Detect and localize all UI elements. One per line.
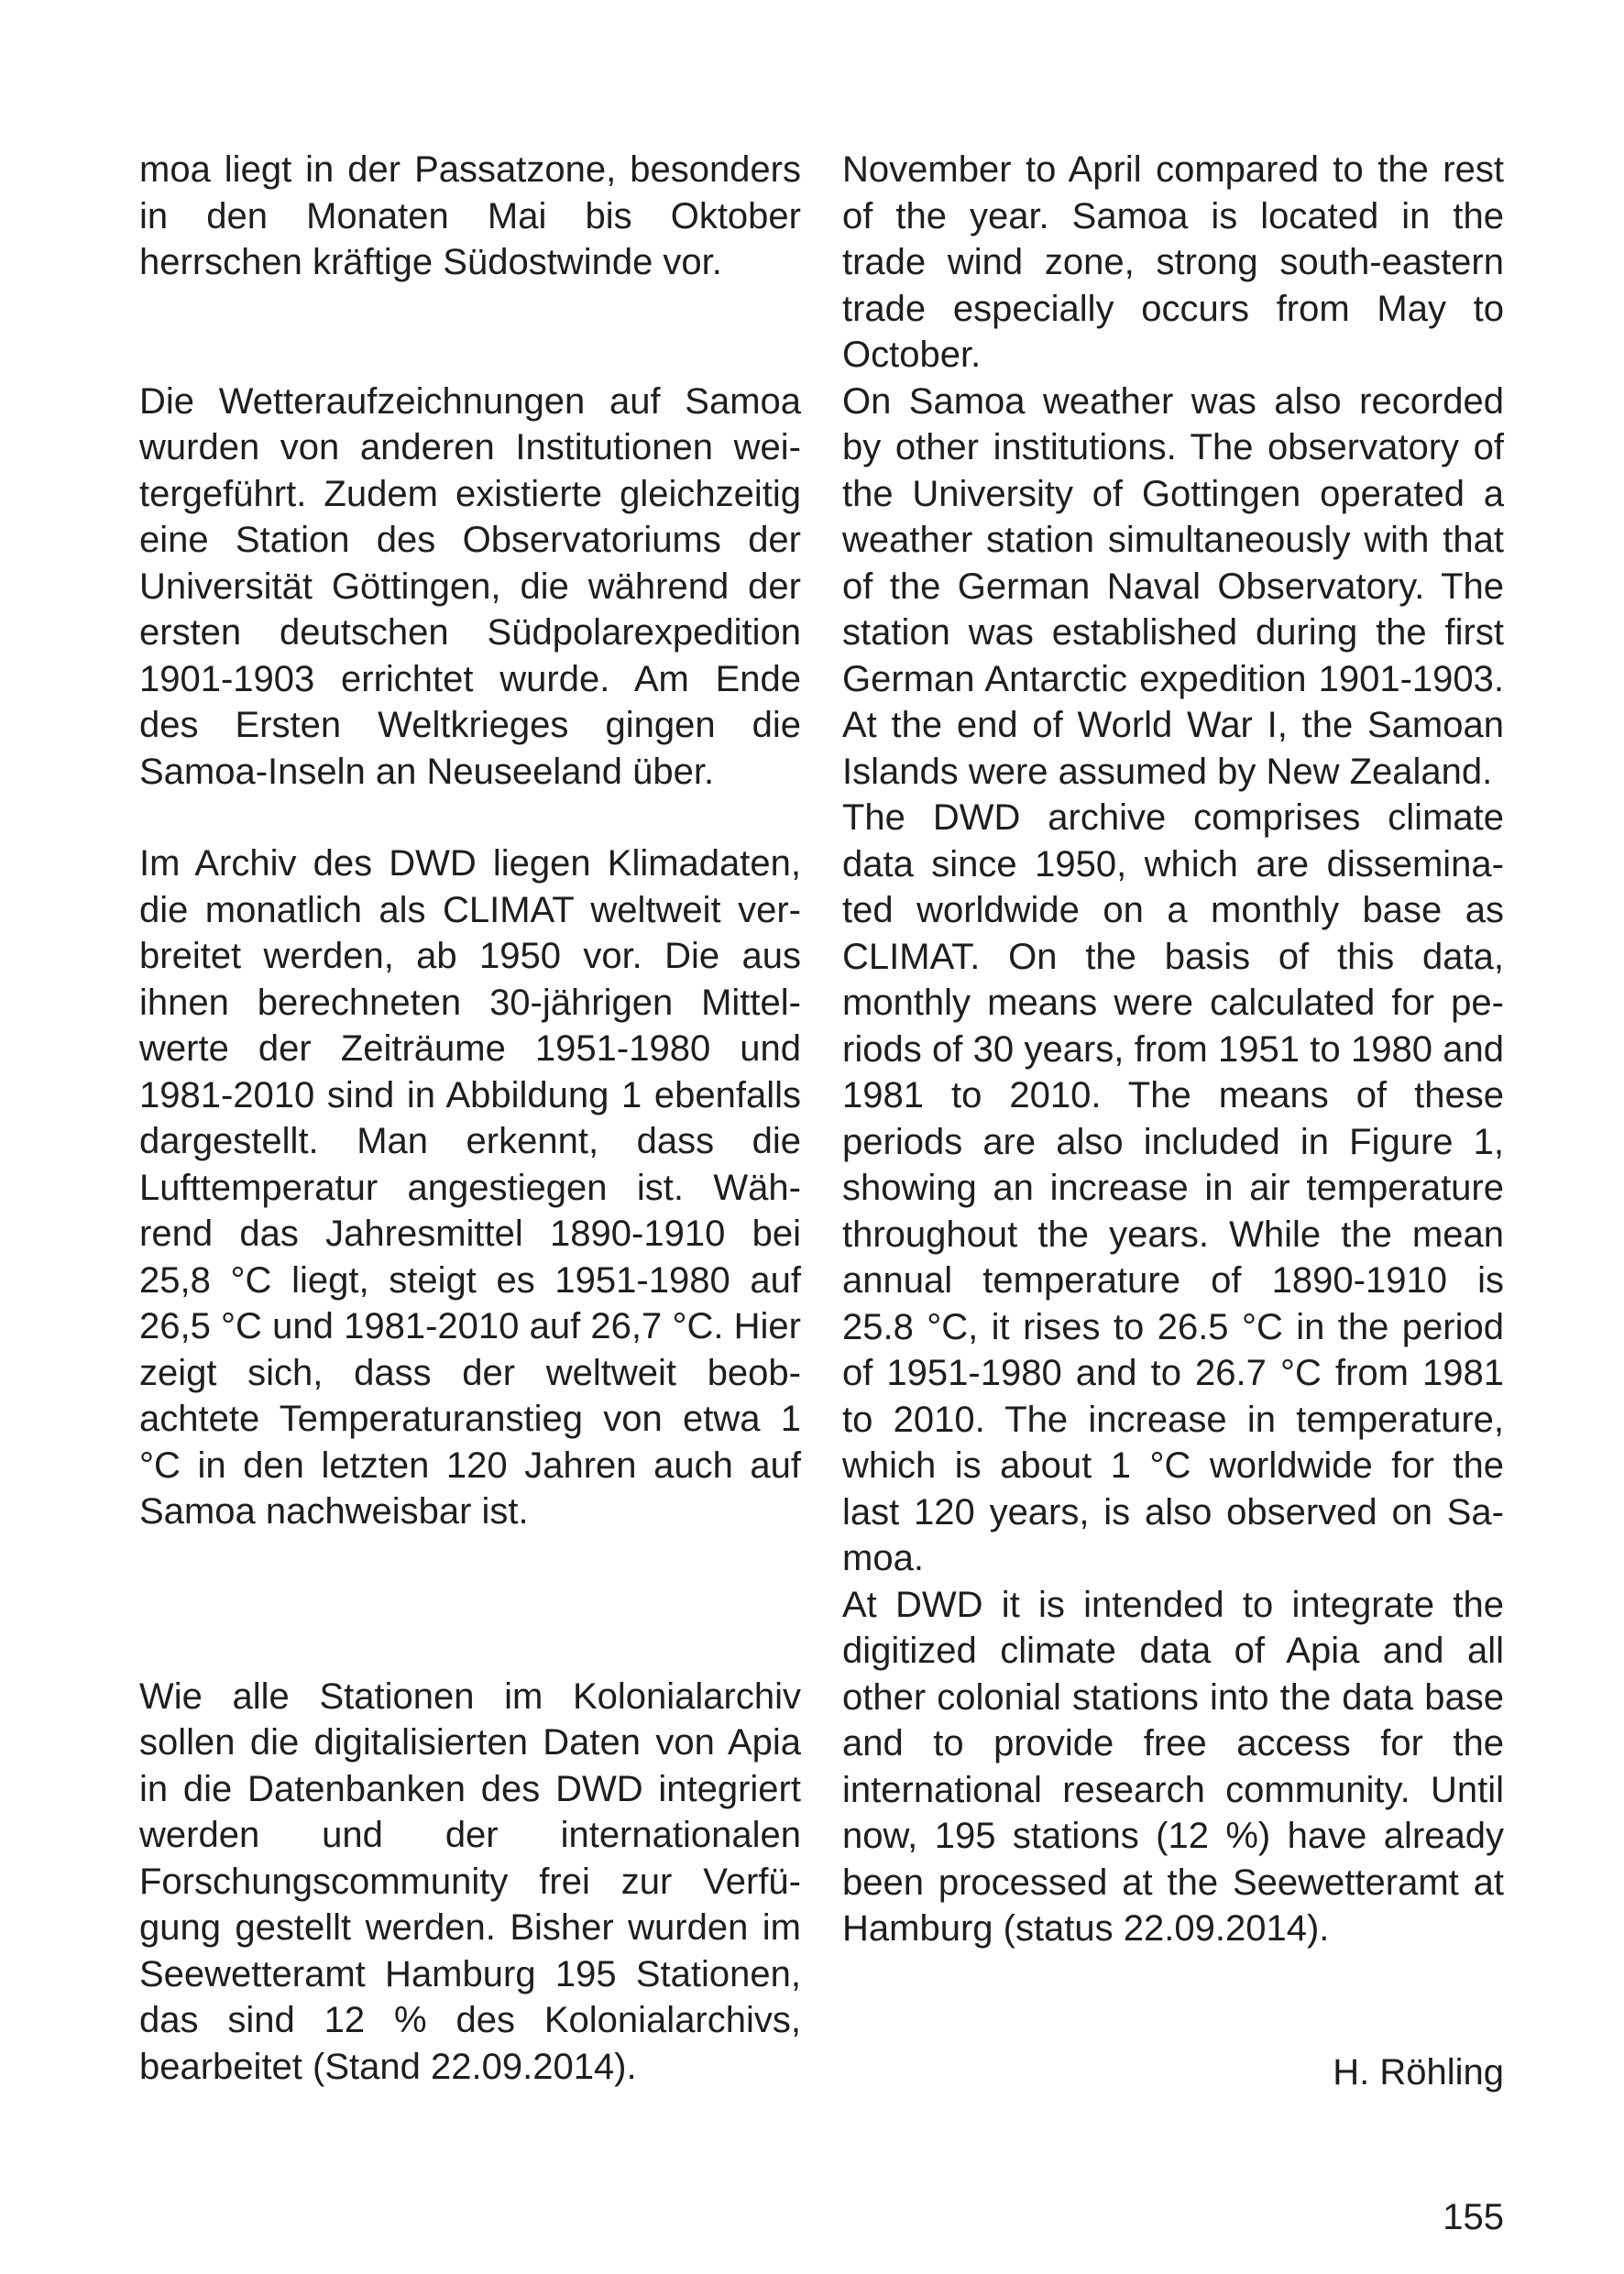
german-paragraph-3: Im Archiv des DWD liegen Klimadaten, die monatlich als CLIMAT weltweit verbreitet werden, ab 1950 vor. Die aus ihnen berechneten 30-jährigen Mittelwerte der Zeiträume 1951-1980 und 1981-2010 sind in Abbildung 1 ebenfalls dargestellt. Man erkennt, dass die Lufttemperatur angestiegen ist. Während das Jahresmittel 1890-1910 bei 25,8 °C liegt, steigt es 1951-1980 auf 26,5 °C und 1981-2010 auf 26,7 °C. Hier zeigt sich, dass der weltweit beobachtete Temperaturanstieg von etwa 1 °C in den letzten 120 Jahren auch auf Samoa nachweisbar ist. [139,843,801,1532]
paragraph-spacer [139,795,801,840]
english-text-column [842,147,1504,1952]
author-signature: H. Röhling [1333,2052,1504,2093]
page-number: 155 [1443,2197,1504,2237]
german-paragraph-2: Die Wetteraufzeichnungen auf Samoa wurden von anderen Institutionen weitergeführt. Zudem existierte gleichzeitig eine Station des Observatoriums der Universität Göttingen, die während der ersten deutschen Südpolarexpedition 1901-1903 errichtet wurde. Am Ende des Ersten Weltkrieges gingen die Samoa-Inseln an Neuseeland über. [139,380,801,792]
english-paragraph-2: On Samoa weather was also recorded by other institutions. The observatory of the University of Gottingen operated a weather station simultaneously with that of the German Naval Observatory. The station was established during the first German Antarctic expedition 1901-1903. At the end of World War I, the Samoan Islands were assumed by New Zealand. [842,380,1504,792]
english-paragraph-1: November to April compared to the rest of the year. Samoa is located in the trade wind zone, strong south-eastern trade especially occurs from May to October. [842,149,1504,375]
paragraph-spacer [139,286,801,379]
german-paragraph-1: moa liegt in der Passatzone, besonders in den Monaten Mai bis Oktober herrschen kräftige Südostwinde vor. [139,149,801,282]
english-paragraph-4: At DWD it is intended to integrate the digitized climate data of Apia and all other colonial stations into the data base and to provide free access for the international research community. Until now, 195 stations (12 %) have already been processed at the Seewetteramt at Hamburg (status 22.09.2014). [842,1584,1504,1949]
german-text-column [139,147,801,2090]
paragraph-spacer [139,1535,801,1674]
english-paragraph-3: The DWD archive comprises climate data since 1950, which are disseminated worldwide on a monthly base as CLIMAT. On the basis of this data, monthly means were calculated for periods of 30 years, from 1951 to 1980 and 1981 to 2010. The means of these periods are also included in Figure 1, showing an increase in air temperature throughout the years. While the mean annual temperature of 1890-1910 is 25.8 °C, it rises to 26.5 °C in the period of 1951-1980 and to 26.7 °C from 1981 to 2010. The increase in temperature, which is about 1 °C worldwide for the last 120 years, is also observed on Samoa. [842,797,1504,1578]
german-paragraph-4: Wie alle Stationen im Kolonialarchiv sollen die digitalisierten Daten von Apia in die Datenbanken des DWD integriert werden und der internationalen Forschungscommunity frei zur Verfügung gestellt werden. Bisher wurden im Seewetteramt Hamburg 195 Stationen, das sind 12 % des Kolonialarchivs, bearbeitet (Stand 22.09.2014). [139,1675,801,2087]
